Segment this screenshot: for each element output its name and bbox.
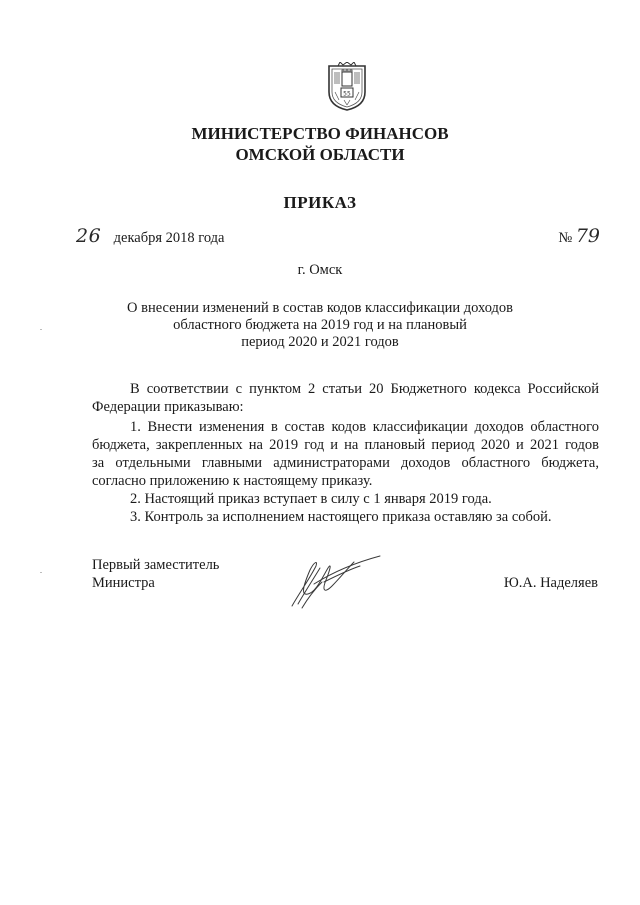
document-date — [76, 226, 224, 248]
document-type: ПРИКАЗ — [283, 193, 357, 212]
body-line: Федерации приказываю: — [92, 399, 244, 415]
body-line: 1. Внести изменения в состав кодов классификации доходов областного — [130, 419, 599, 435]
body-line: В соответствии с пунктом 2 статьи 20 Бюджетного кодекса Российской — [130, 381, 599, 397]
body-line: 2. Настоящий приказ вступает в силу с 1 января 2019 года. — [130, 491, 492, 507]
body-line: за отдельными главными администраторами доходов областного бюджета, — [92, 455, 599, 471]
city: г. Омск — [297, 262, 343, 278]
document-number — [558, 226, 600, 248]
body-line: бюджета, закрепленных на 2019 год и на плановый период 2020 и 2021 годов — [92, 437, 599, 453]
order-subject — [0, 300, 640, 351]
handwritten-signature-icon — [280, 548, 390, 610]
coat-of-arms-icon — [326, 62, 368, 112]
signatory-name: Ю.А. Наделяев — [503, 575, 598, 591]
ministry-name-line-1: МИНИСТЕРСТВО ФИНАНСОВ — [191, 124, 449, 143]
subject-line: О внесении изменений в состав кодов классификации доходов — [127, 300, 513, 316]
body-line: согласно приложению к настоящему приказу. — [92, 473, 373, 489]
position-line: Первый заместитель — [92, 557, 220, 573]
date-text: декабря 2018 года — [113, 230, 225, 246]
number-sign: № — [558, 230, 573, 246]
ministry-name-line-2: ОМСКОЙ ОБЛАСТИ — [235, 145, 405, 164]
svg-text:55: 55 — [343, 90, 351, 98]
scan-speck — [40, 329, 42, 330]
position-line: Министра — [92, 575, 155, 591]
signatory-position — [92, 556, 219, 592]
handwritten-number: 79 — [575, 225, 600, 247]
body-line: 3. Контроль за исполнением настоящего приказа оставляю за собой. — [130, 509, 552, 525]
scan-speck — [40, 572, 42, 573]
handwritten-date-day: 26 — [76, 225, 102, 247]
subject-line: период 2020 и 2021 годов — [241, 334, 399, 350]
subject-line: областного бюджета на 2019 год и на плановый — [173, 317, 467, 333]
